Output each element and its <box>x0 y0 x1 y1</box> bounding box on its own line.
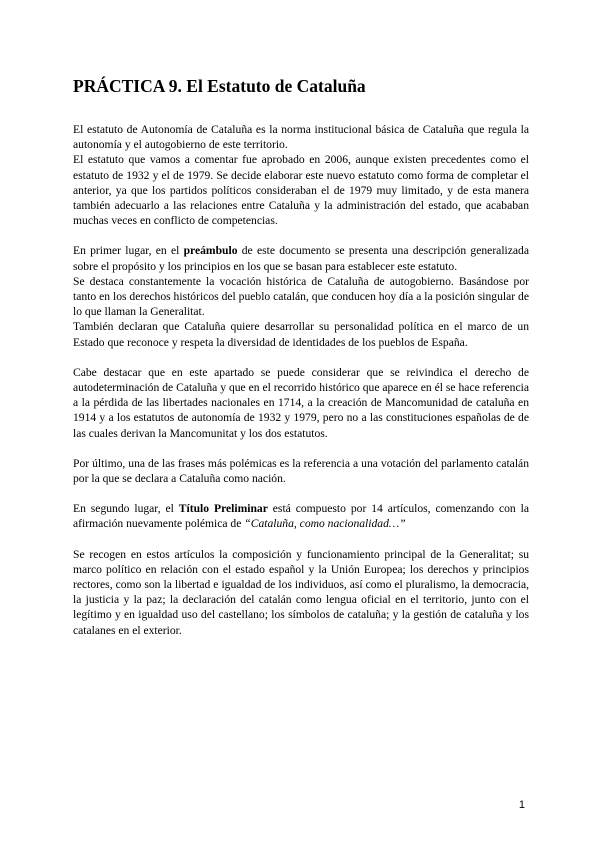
document-body <box>73 122 529 638</box>
paragraph-preamble <box>73 243 529 273</box>
preliminary-bold-term: Título Preliminar <box>178 502 268 516</box>
paragraph-political-personality: También declaran que Cataluña quiere desarrollar su personalidad política en el marco de un Estado que reconoce y respeta la diversidad de identidades de los pueblos de España. <box>73 320 529 349</box>
preliminary-text-before: En segundo lugar, el <box>73 502 179 516</box>
paragraph-spacer <box>73 441 529 456</box>
paragraph-spacer <box>73 532 529 547</box>
preamble-text-before: En primer lugar, en el <box>73 244 184 258</box>
paragraph-articles-content: Se recogen en estos artículos la composición y funcionamiento principal de la Generalitat; su marco político en relación con el estado español y la Unión Europea; los derechos y principios rectores, como son la libertad e igualdad de los individuos, así como el pluralismo, la democracia, la justicia y la paz; la declaración del catalán como lengua oficial en el territorio, junto con el legítimo y en igualdad uso del castellano; los símbolos de cataluña; y la gestión de cataluña y los catalanes en el exterior. <box>73 547 529 637</box>
paragraph-spacer <box>73 350 529 365</box>
preliminary-text-middle: está compuesto por 14 artículos, comenzando con la afirmación nuevamente polémica de <box>73 502 529 531</box>
paragraph-historical-vocation: Se destaca constantemente la vocación histórica de Cataluña de autogobierno. Basándose por tanto en los derechos históricos del pueblo catalán, que conducen hoy día a la posición singular de lo que llaman la Generalitat. <box>73 274 529 319</box>
preamble-bold-term: preámbulo <box>183 244 238 258</box>
paragraph-definition: El estatuto de Autonomía de Cataluña es la norma institucional básica de Cataluña que regula la autonomía y el autogobierno de este territorio. <box>73 123 529 152</box>
paragraph-context: El estatuto que vamos a comentar fue aprobado en 2006, aunque existen precedentes como el estatuto de 1932 y el de 1979. Se decide elaborar este nuevo estatuto como forma de completar el anterior, ya que los partidos políticos consideraban el de 1979 muy limitado, y de esta manera también adecuarlo a las relaciones entre Cataluña y la administración del estado, que acababan muchas veces en conflicto de competencias. <box>73 153 529 228</box>
paragraph-preliminary-title <box>73 501 529 531</box>
paragraph-nation-vote: Por último, una de las frases más polémicas es la referencia a una votación del parlamento catalán por la que se declara a Cataluña como nación. <box>73 456 529 486</box>
preliminary-italic-quote: “Cataluña, como nacionalidad…” <box>244 517 406 531</box>
document-title: PRÁCTICA 9. El Estatuto de Cataluña <box>73 76 366 96</box>
paragraph-spacer <box>73 228 529 243</box>
paragraph-spacer <box>73 486 529 501</box>
preamble-text-after: de este documento se presenta una descripción generalizada sobre el propósito y los principios en los que se basan para establecer este estatuto. <box>73 244 529 273</box>
page-number: 1 <box>518 799 525 811</box>
paragraph-self-determination: Cabe destacar que en este apartado se puede considerar que se reivindica el derecho de autodeterminación de Cataluña y que en el recorrido histórico que aparece en él se hace referencia a la pérdida de las libertades nacionales en 1714, a la creación de Mancomunidad de cataluña en 1914 y a los estatutos de autonomía de 1932 y 1979, pero no a las constituciones españolas de de las cuales derivan la Mancomunitat y los dos estatutos. <box>73 365 529 440</box>
